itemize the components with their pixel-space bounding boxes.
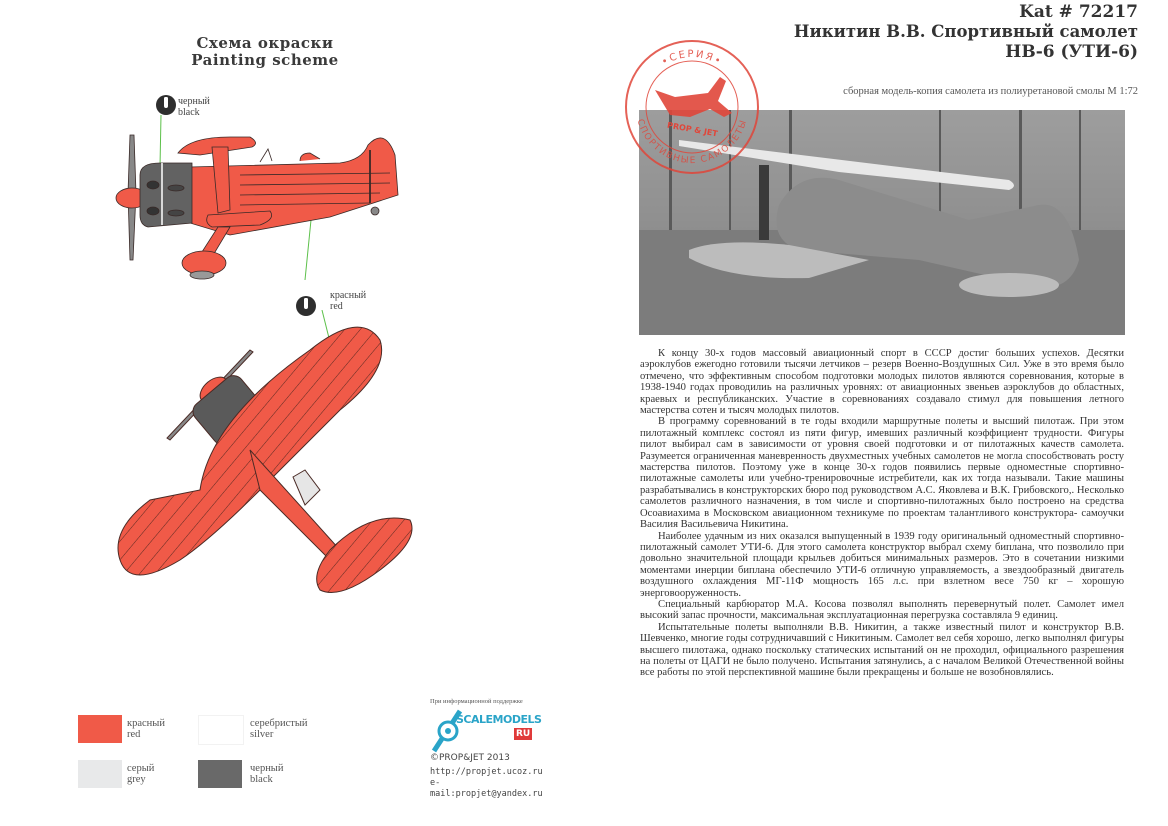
- painting-scheme-title: [150, 35, 380, 69]
- svg-text:•СЕРИЯ•: [660, 49, 724, 68]
- website-link[interactable]: http://propjet.ucoz.ru: [430, 767, 543, 777]
- article-paragraph: В программу соревнований в те годы входили маршрутные полеты и высший пилотаж. При этом пилотажный комплекс состоял из пяти фигур, имевших различный коэффициент трудности. Фигуры пилот выбирал сам в зависимости от уровня своей подготовки и от пилотажных качеств самолета. Разумеется ограниченная маневренность двухместных учебных самолетов не могла способствовать росту мастерства пилотов. Поэтому уже в конце 30-х годов появились первые одноместные спортивно-пилотажные самолеты или учебно-тренировочные истребители, как их тогда называли. Такие машины разрабатывались в конструкторских бюро под руководством А.С. Яковлева и В.К. Грибовского,. Несколько самолетов различного назначения, в том числе и спортивно-пилотажных было построено на средства Осоавиахима в Московском авиационном техникуме по проектам талантливого конструктора- самоучки Василия Васильевича Никитина.: [640, 416, 1124, 531]
- product-subtitle: сборная модель-копия самолета из полиуретановой смолы М 1:72: [843, 86, 1138, 97]
- email-link[interactable]: e-mail:propjet@yandex.ru: [430, 778, 543, 799]
- prop-and-jet-stamp: [620, 35, 765, 180]
- article-paragraph: Специальный карбюратор М.А. Косова позволял выполнять перевернутый полет. Самолет имел высокий запас прочности, максимальная эксплуатационная перегрузка составляла 9 единиц.: [640, 598, 1124, 622]
- scalemodels-logo[interactable]: [430, 707, 550, 753]
- article-paragraph: Испытательные полеты выполняли В.В. Никитин, а также известный пилот и конструктор В.В. Шевченко, многие годы сотрудничавший с Никитиным. Самолет вел себя хорошо, легко выполнял фигуры высшего пилотажа, однако поскольку статических испытаний он не проходил, официального разрешения на полеты от ЦАГИ не было получено. Испытания затянулись, а с началом Великой Отечественной войны все работы по этой перспективной машине были прекращены и больше не возобновлялись.: [640, 621, 1124, 679]
- title-en: Painting scheme: [191, 51, 339, 69]
- logo-suffix: RU: [516, 729, 531, 739]
- stamp-brand: PROP & JET: [666, 120, 719, 139]
- title-ru: Схема окраски: [196, 34, 334, 52]
- swatch-black: [198, 760, 242, 788]
- swatch-red: [78, 715, 122, 743]
- article-paragraph: К концу 30-х годов массовый авиационный спорт в СССР достиг больших успехов. Десятки аэроклубов ежегодно готовили тысячи летчиков – резерв Военно-Воздушных Сил. Уже в это время было отмечено, что эффективным способом подготовки молодых пилотов являются соревнования, которые в 1938-1940 годах проводилиь на различных уровнях: от авиационных звеньев аэроклубов до областных, краевых и республиканских. Участие в соревнованиях создавало стимул для повышения летного мастерства сотен и тысяч молодых пилотов.: [640, 348, 1124, 417]
- history-article: [640, 348, 1124, 679]
- stamp-top-text: •СЕРИЯ•: [659, 48, 725, 69]
- engine-cowling: [140, 163, 192, 227]
- legend-label-grey: серый grey: [127, 763, 155, 785]
- stamp-plane-icon: [655, 77, 732, 117]
- callout-ru: красный: [330, 290, 367, 301]
- callout-en: red: [330, 301, 343, 312]
- side-view-drawing: [100, 115, 400, 295]
- swatch-silver: [198, 715, 244, 745]
- tailplane: [317, 518, 412, 593]
- copyright: ©PROP&JET 2013: [430, 753, 510, 763]
- paint-drop-icon: [156, 95, 176, 115]
- catalog-number: Kat # 72217: [1019, 2, 1138, 22]
- callout-ru: черный: [178, 96, 210, 107]
- product-model: НВ-6 (УТИ-6): [1005, 42, 1138, 62]
- product-title: Никитин В.В. Спортивный самолет: [793, 22, 1138, 41]
- leader-line: [160, 115, 161, 167]
- legend-label-black: черный black: [250, 763, 284, 785]
- article-paragraph: Наиболее удачным из них оказался выпущенный в 1939 году оригинальный одноместный спортивно-пилотажный самолет УТИ-6. Для этого самолета конструктор выбрал схему биплана, что позволило при довольно значительной площади крыльев добиться минимальных размеров. Это в сочетании низкими моментами инерции биплана обеспечило УТИ-6 отличную управляемость, а звездообразный двигатель воздушного охлаждения МГ-11Ф мощность 165 л.с. при взлетном весе 750 кг – хорошую энерговооруженность.: [640, 530, 1124, 599]
- logo-text: SCALEMODELS: [456, 713, 542, 726]
- sponsor-caption: При информационной поддержке: [430, 698, 523, 705]
- swatch-grey: [78, 760, 122, 788]
- cockpit: [293, 470, 320, 505]
- legend-label-red: красный red: [127, 718, 165, 740]
- tail-wheel: [371, 207, 379, 215]
- legend-label-silver: серебристый silver: [250, 718, 308, 740]
- wheel: [190, 271, 214, 279]
- sponsor-block: [430, 698, 550, 800]
- stamp-ring-text: СПОРТИВНЫЕ САМОЛЕТЫ: [634, 117, 750, 167]
- top-view-drawing: [110, 310, 450, 650]
- callout-en: black: [178, 107, 200, 118]
